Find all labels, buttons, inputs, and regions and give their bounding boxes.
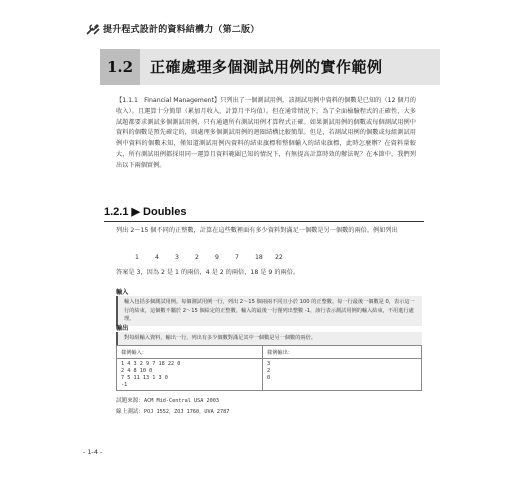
sequence-number: 4 [155, 254, 159, 261]
sample-input-line: 2 4 8 10 0 [121, 368, 153, 374]
section-title: 正確處理多個測試用例的實作範例 [150, 58, 383, 76]
sequence-number: 7 [235, 254, 239, 261]
sequence-number: 18 [255, 254, 263, 261]
table-divider [117, 358, 421, 359]
subsection-divider [104, 221, 424, 222]
output-label: 輸出 [116, 325, 129, 332]
sample-output-header: 樣例輸出： [267, 350, 293, 356]
section-number: 1.2 [106, 58, 134, 76]
sample-input-line: -1 [121, 382, 128, 388]
sample-output-line: 0 [267, 375, 271, 381]
sequence-number: 9 [215, 254, 219, 261]
sample-input [121, 361, 180, 389]
source-label: 試題來源： [116, 398, 144, 404]
sample-table [116, 345, 422, 391]
tools-icon [86, 23, 100, 35]
answer-paragraph [116, 268, 416, 279]
sequence-number: 3 [175, 254, 179, 261]
problem-source [116, 396, 219, 404]
example-sequence [135, 254, 295, 261]
sequence-number: 22 [275, 254, 283, 261]
problem-text: 列出 2～15 個不同的正整數，計算在這些數裡面有多少資料對滿足一個數是另一個數的兩倍。例如列出 [116, 227, 398, 234]
intro-paragraph [116, 96, 416, 172]
source-value: ACM Mid-Central USA 2003 [143, 398, 219, 404]
input-label: 輸入 [116, 289, 129, 296]
table-column-divider [262, 346, 263, 390]
sample-output [267, 361, 270, 382]
sample-output-line: 3 [267, 361, 271, 367]
book-title: 提升程式設計的資料結構力（第二版） [103, 25, 260, 35]
sample-output-line: 2 [267, 368, 271, 374]
input-description: 輸入包括多個測試用例。每個測試用例一行，列出 2～15 個兩兩不同且小於 100 的正整數。每一行最後一個數是 0，表示這一行的結束，這個數不屬於 2～15 個給定的正整數。輸入的最後一行僅列出整數 -1，該行表示測試用例的輸入結束，不用進行處理。 [116, 296, 422, 326]
section-heading [100, 49, 440, 85]
online-judge [116, 407, 229, 415]
sample-input-header: 樣例輸入： [121, 350, 147, 356]
subsection-title: 1.2.1 ▶ Doubles [104, 206, 187, 218]
judge-value: POJ 1552，ZOJ 1760，UVA 2787 [143, 409, 230, 415]
intro-text: 【1.1.1 Financial Management】只列出了一個測試用例，該測試用例中資料的個數是已知的（12 個月的收入）。且運算十分簡單（累加月收入，計算月平均值）。但在通常情況下，為了全面檢驗程式的正確性，大多試題都要求測試多個測試用例，只有通過所有測試用例才算程式正確。如果測試用例的個數或每個測試用例中資料的個數是預先確定的，則處理多個測試用例的迴圈結構比較簡單。但是，若測試用例的個數或每組測試用例中資料的個數未知，僅知道測試用例內資料的結束旗標和整個輸入的結束旗標，此時怎麼辦？在資料量較大，所有測試用例都採用同一運算且資料範圍已知的情況下，有無提高計算時效的辦法呢？在本節中，我們列出以下兩個實例。 [116, 97, 416, 169]
sequence-number: 2 [195, 254, 199, 261]
output-description: 對每組輸入資料，輸出一行，列出有多少個數對滿足其中一個數是另一個數的兩倍。 [116, 332, 422, 345]
answer-text: 答案是 3，因為 2 是 1 的兩倍，4 是 2 的兩倍，18 是 9 的兩倍。 [116, 269, 300, 276]
problem-description [116, 226, 416, 237]
sequence-number: 1 [135, 254, 139, 261]
judge-label: 線上測試： [116, 409, 144, 415]
sample-input-line: 7 5 11 13 1 3 0 [121, 375, 168, 381]
page-number: - 1-4 - [83, 448, 103, 456]
sample-input-line: 1 4 3 2 9 7 18 22 0 [121, 361, 181, 367]
